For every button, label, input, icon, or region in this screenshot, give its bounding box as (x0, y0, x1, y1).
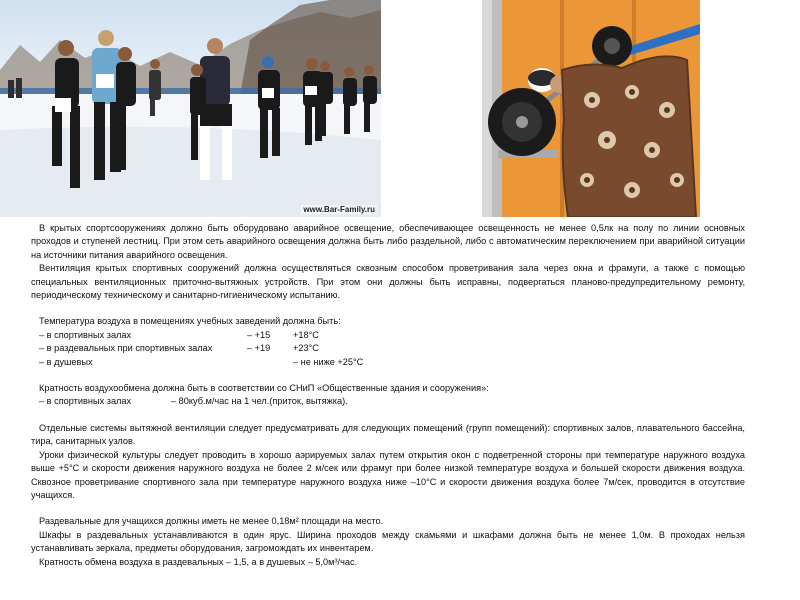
paragraph-ventilation: Вентиляция крытых спортивных сооружений должна осуществляться сквозным способом проветривания зала через окна и фрамуги, а также с помощью специальных вентиляционных приточно-вытяжных устройств. При этом они должны быть исправны, подвергаться планово-предупредительному ремонту, периодическому техническому и санитарно-гигиеническому испытанию. (31, 263, 745, 301)
temp-min: – не ниже +25°С (293, 356, 364, 367)
slide-text (31, 222, 745, 569)
paragraph-lockers: Шкафы в раздевальных устанавливаются в один ярус. Ширина проходов между скамьями и шкафами должна быть не менее 1,0м. В проходах нельзя устанавливать зеркала, предметы оборудования, загромождать их инвентарем. (31, 529, 745, 554)
temp-min: – +15 (247, 329, 271, 340)
paragraph-changing-area: Раздевальные для учащихся должны иметь не менее 0,18м² площади на место. (39, 516, 384, 527)
temperature-row (31, 342, 745, 355)
race-photo-image (0, 0, 381, 217)
temperature-intro: Температура воздуха в помещениях учебных заведений должна быть: (39, 316, 341, 327)
race-photo (0, 0, 381, 217)
paragraph-exchange-rate: Кратность обмена воздуха в раздевальных – 1,5, а в душевых – 5,0м³/час. (39, 556, 358, 567)
temp-min: – +19 (247, 343, 271, 354)
paragraph-exhaust-ventilation: Отдельные системы вытяжной вентиляции следует предусматривать для следующих помещений (групп помещений): спортивных залов, плавательного бассейна, тира, санитарных узлов. (31, 422, 745, 447)
room-name: – в спортивных залах (39, 329, 132, 340)
room-name: – в спортивных залах (39, 396, 132, 407)
room-name: – в раздевальных при спортивных залах (39, 343, 213, 354)
air-exchange-value: – 80куб.м/час на 1 чел.(приток, вытяжка). (171, 396, 348, 407)
temperature-row (31, 329, 745, 342)
photo-credit: www.Bar-Family.ru (303, 205, 375, 214)
paragraph-emergency-lighting: В крытых спортсооружениях должно быть оборудовано аварийное освещение, обеспечивающее освещенность не менее 0,5лк на полу по линии основных проходов и ступеней лестниц. При этом сеть аварийного освещения должна быть либо раздельной, либо с автоматическим переключением при аварийной ситуации на источники питания аварийного освещения. (31, 223, 745, 260)
air-exchange-intro: Кратность воздухообмена должна быть в соответствии со СНиП «Общественные здания и сооружения»: (39, 383, 489, 394)
bench-press-image (482, 0, 700, 217)
temp-max: +23°С (293, 343, 319, 354)
paragraph-pe-lessons: Уроки физической культуры следует проводить в хорошо аэрируемых залах путем открытия окон с подветренной стороны при температуре наружного воздуха выше +5°С и скорости движения наружного воздуха не более 2 м/сек или фрамуг при более низкой температуре воздуха и большей скорости движения воздуха. Сквозное проветривание спортивного зала при температуре наружного воздуха ниже –10°С и скорости движения воздуха более 7м/сек, проводится в отсутствие учащихся. (31, 449, 745, 500)
temperature-row (31, 356, 745, 369)
bench-press-photo (482, 0, 700, 217)
temp-max: +18°С (293, 329, 319, 340)
room-name: – в душевых (39, 356, 93, 367)
air-exchange-row (31, 395, 745, 408)
